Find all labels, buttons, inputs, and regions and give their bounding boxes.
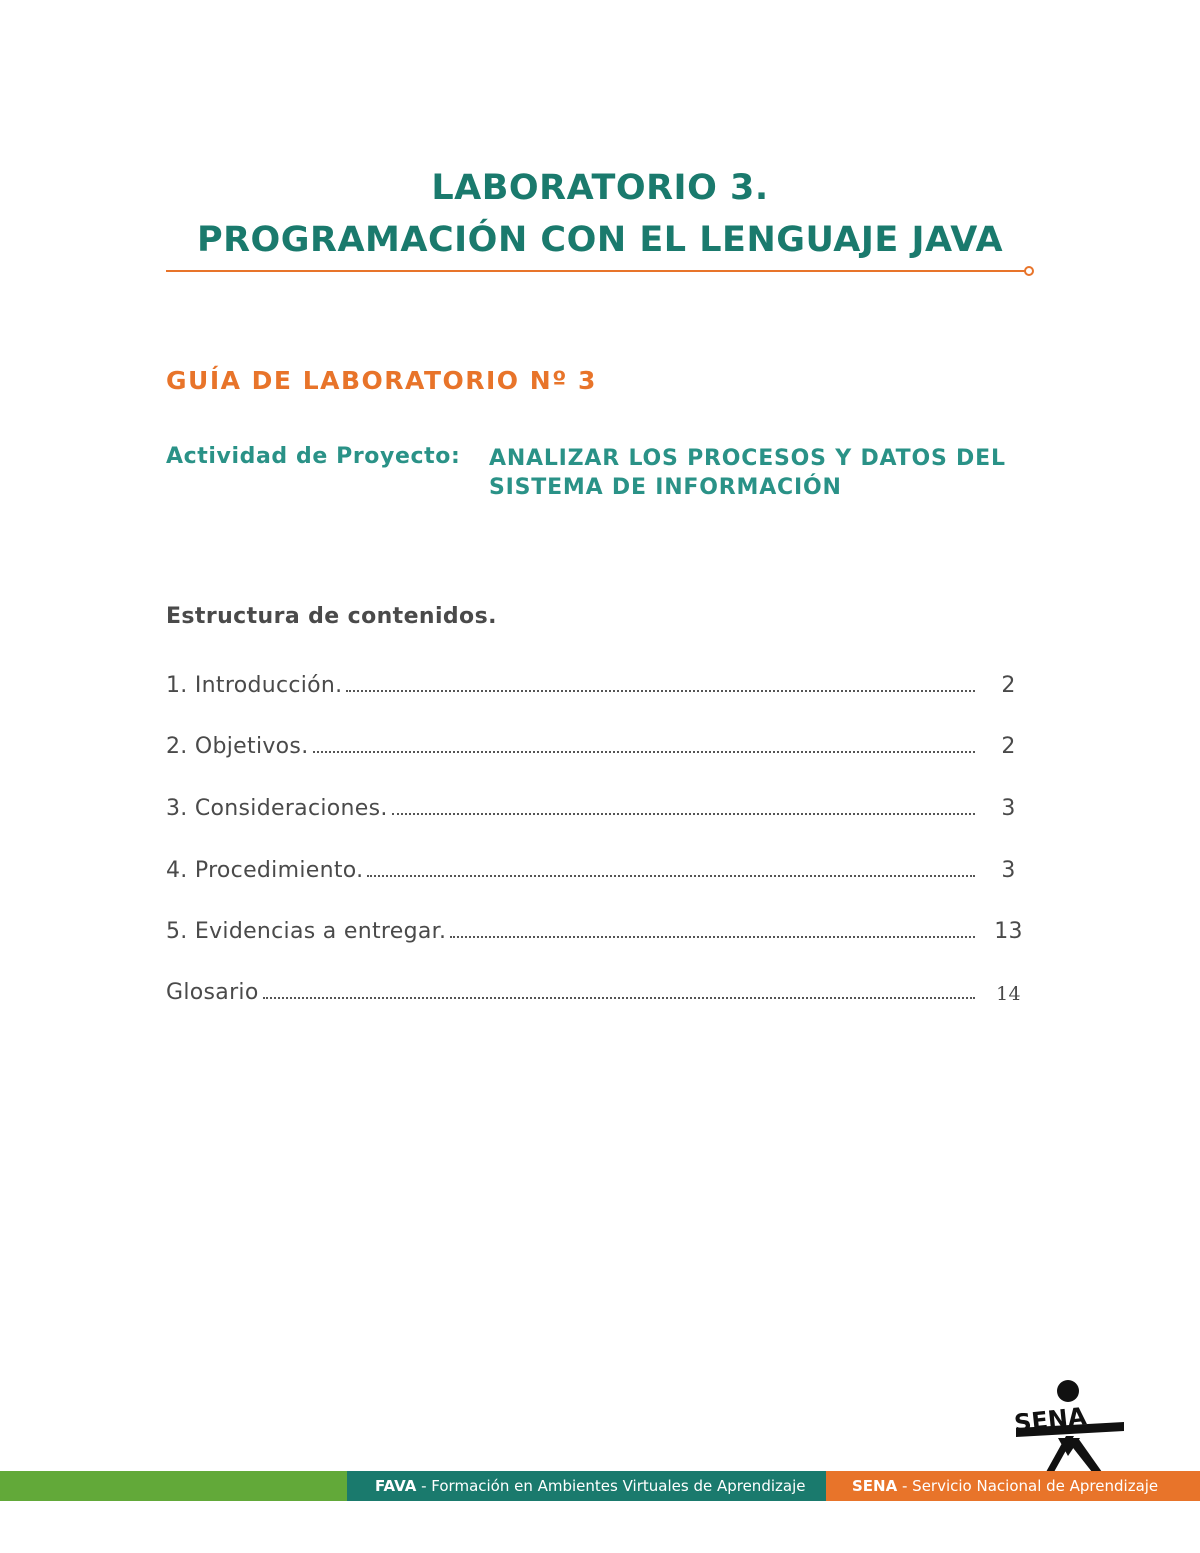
toc-item-label: 3. Consideraciones. [166,796,388,821]
toc-item-page: 13 [994,919,1023,944]
toc-dot-leader [263,997,975,999]
document-title-line-2: PROGRAMACIÓN CON EL LENGUAJE JAVA [196,220,1004,260]
activity-label: Actividad de Proyecto: [166,444,461,469]
toc-dot-leader [450,936,975,938]
activity-value-line-1: ANALIZAR LOS PROCESOS Y DATOS DEL [489,446,1006,471]
toc-item-evidencias[interactable] [166,912,1036,944]
guide-title: GUÍA DE LABORATORIO Nº 3 [166,366,597,395]
footer-sena-text: - Servicio Nacional de Aprendizaje [897,1477,1159,1495]
toc-item-objetivos[interactable] [166,727,1036,759]
activity-value-line-2: SISTEMA DE INFORMACIÓN [489,475,842,500]
sena-logo [1008,1378,1132,1474]
footer-fava-bold: FAVA [375,1477,417,1495]
toc-item-page: 3 [1001,858,1016,883]
logo-text: SENA [1012,1402,1088,1438]
toc-item-label: Glosario [166,980,259,1005]
toc-heading: Estructura de contenidos. [166,604,497,629]
title-divider-end-dot [1024,266,1034,276]
toc-item-page: 2 [1001,673,1016,698]
toc-item-label: 5. Evidencias a entregar. [166,919,447,944]
toc-item-page: 14 [996,983,1021,1005]
toc-dot-leader [367,875,975,877]
toc-item-page: 3 [1001,796,1016,821]
toc-item-label: 1. Introducción. [166,673,343,698]
toc-item-procedimiento[interactable] [166,851,1036,883]
footer-sena-bold: SENA [852,1477,898,1495]
logo-head-circle [1057,1380,1079,1402]
toc-dot-leader [313,751,976,753]
toc-dot-leader [346,690,975,692]
footer-sena [826,1471,1200,1501]
toc-item-glosario[interactable] [166,973,1036,1005]
title-divider [166,270,1026,272]
toc-item-introduccion[interactable] [166,666,1036,698]
document-title-line-1: LABORATORIO 3. [431,168,769,208]
toc-item-label: 4. Procedimiento. [166,858,364,883]
toc-dot-leader [392,813,975,815]
activity-value [489,444,1006,502]
footer-fava-text: - Formación en Ambientes Virtuales de Aprendizaje [416,1477,806,1495]
footer-fava [347,1471,826,1501]
toc-item-consideraciones[interactable] [166,789,1036,821]
toc-item-page: 2 [1001,734,1016,759]
footer-green-band [0,1471,347,1501]
toc-item-label: 2. Objetivos. [166,734,309,759]
